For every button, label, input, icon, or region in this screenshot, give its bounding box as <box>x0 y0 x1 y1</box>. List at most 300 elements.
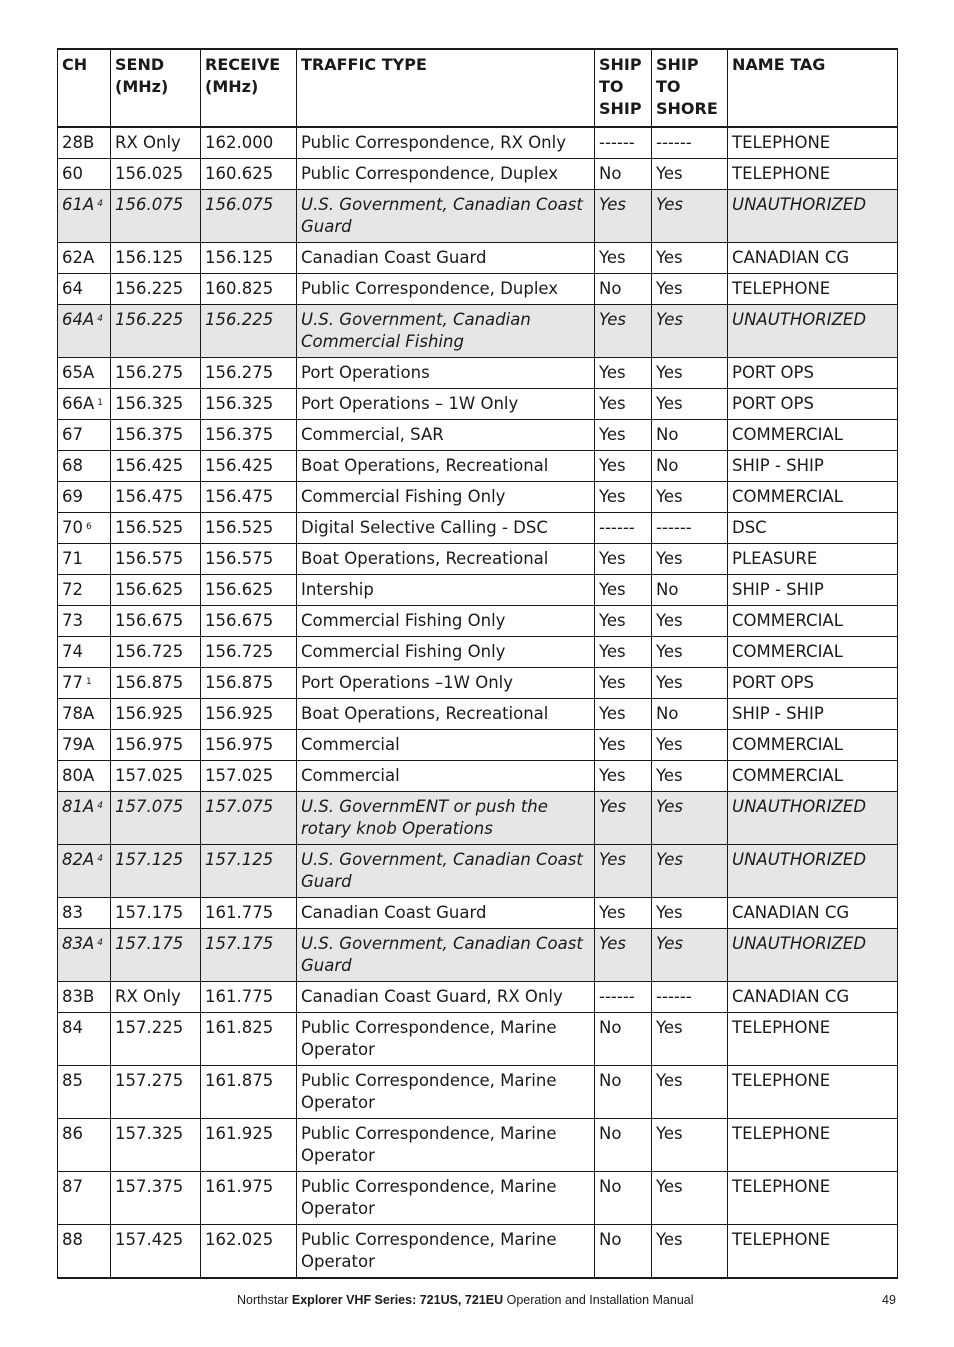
cell-traffic-type-text: Public Correspondence, Duplex <box>301 164 559 183</box>
cell-ship-to-shore <box>652 637 728 668</box>
cell-ship-to-ship-text: Yes <box>599 580 626 599</box>
cell-name-tag-text: UNAUTHORIZED <box>732 195 867 214</box>
cell-name-tag <box>728 482 898 513</box>
cell-ch-text: 85 <box>62 1071 83 1090</box>
cell-ship-to-shore <box>652 606 728 637</box>
cell-ch-text: 74 <box>62 642 83 661</box>
cell-traffic-type-text: Port Operations <box>301 363 430 382</box>
table-row <box>58 637 898 668</box>
table-row <box>58 1013 898 1066</box>
table-row <box>58 451 898 482</box>
cell-name-tag <box>728 127 898 159</box>
cell-ship-to-ship <box>595 699 652 730</box>
cell-name-tag-text: TELEPHONE <box>732 1071 831 1090</box>
cell-ship-to-shore <box>652 699 728 730</box>
cell-send <box>111 668 201 699</box>
cell-traffic-type-text: Port Operations – 1W Only <box>301 394 519 413</box>
cell-traffic-type-text: U.S. Government, Canadian Coast Guard <box>301 850 583 891</box>
cell-ch-text: 84 <box>62 1018 83 1037</box>
cell-traffic-type <box>297 127 595 159</box>
cell-name-tag-text: TELEPHONE <box>732 1018 831 1037</box>
cell-ship-to-shore <box>652 575 728 606</box>
cell-traffic-type <box>297 761 595 792</box>
cell-traffic-type-text: Canadian Coast Guard <box>301 248 487 267</box>
cell-ch <box>58 127 111 159</box>
cell-receive-text: 156.075 <box>205 195 274 214</box>
cell-name-tag <box>728 898 898 929</box>
cell-send-text: 156.025 <box>115 164 184 183</box>
cell-name-tag-text: CANADIAN CG <box>732 248 850 267</box>
cell-send-text: 156.475 <box>115 487 184 506</box>
cell-ch-text: 60 <box>62 164 83 183</box>
cell-ship-to-ship-text: Yes <box>599 934 627 953</box>
cell-ship-to-ship-text: No <box>599 164 622 183</box>
cell-ship-to-shore <box>652 1066 728 1119</box>
cell-ship-to-shore <box>652 668 728 699</box>
cell-ch <box>58 1119 111 1172</box>
cell-name-tag-text: TELEPHONE <box>732 1177 831 1196</box>
cell-ship-to-ship-text: ------ <box>599 133 635 152</box>
channel-table-container <box>57 48 897 1279</box>
cell-receive <box>201 761 297 792</box>
cell-ship-to-ship <box>595 929 652 982</box>
cell-name-tag-text: TELEPHONE <box>732 279 831 298</box>
table-row <box>58 420 898 451</box>
header-ship-to-ship: SHIP TO SHIP <box>595 49 652 127</box>
cell-ch <box>58 1013 111 1066</box>
cell-ship-to-shore <box>652 389 728 420</box>
table-row <box>58 358 898 389</box>
cell-name-tag <box>728 1066 898 1119</box>
cell-ship-to-shore <box>652 420 728 451</box>
cell-ch <box>58 1172 111 1225</box>
cell-name-tag <box>728 420 898 451</box>
table-row <box>58 606 898 637</box>
cell-ch-text: 61A <box>62 195 95 214</box>
cell-ship-to-ship <box>595 730 652 761</box>
table-row <box>58 544 898 575</box>
cell-send <box>111 451 201 482</box>
cell-receive <box>201 575 297 606</box>
cell-ch-text: 71 <box>62 549 83 568</box>
cell-ship-to-ship <box>595 1066 652 1119</box>
table-row <box>58 389 898 420</box>
cell-receive-text: 161.975 <box>205 1177 274 1196</box>
cell-ch-text: 64A <box>62 310 95 329</box>
cell-ch-text: 81A <box>62 797 95 816</box>
cell-ship-to-shore-text: Yes <box>656 1018 683 1037</box>
cell-ship-to-ship <box>595 1225 652 1279</box>
cell-receive <box>201 637 297 668</box>
channel-table <box>57 48 898 1279</box>
cell-name-tag-text: COMMERCIAL <box>732 766 843 785</box>
cell-ship-to-shore-text: Yes <box>656 1230 683 1249</box>
cell-name-tag-text: TELEPHONE <box>732 1230 831 1249</box>
cell-traffic-type <box>297 1013 595 1066</box>
cell-receive-text: 161.775 <box>205 987 274 1006</box>
cell-receive <box>201 513 297 544</box>
cell-ch <box>58 575 111 606</box>
cell-name-tag <box>728 668 898 699</box>
cell-ship-to-ship <box>595 243 652 274</box>
cell-ch-text: 83A <box>62 934 95 953</box>
cell-name-tag <box>728 1172 898 1225</box>
table-row <box>58 1172 898 1225</box>
cell-receive <box>201 730 297 761</box>
cell-ship-to-shore-text: No <box>656 425 679 444</box>
cell-ship-to-ship-text: No <box>599 1071 622 1090</box>
cell-ship-to-ship-text: No <box>599 279 622 298</box>
cell-ship-to-shore-text: Yes <box>656 850 684 869</box>
cell-ship-to-shore-text: Yes <box>656 487 683 506</box>
cell-receive <box>201 1013 297 1066</box>
cell-receive <box>201 1066 297 1119</box>
table-row <box>58 898 898 929</box>
cell-ship-to-shore-text: Yes <box>656 549 683 568</box>
cell-ship-to-ship-text: No <box>599 1018 622 1037</box>
table-row <box>58 1119 898 1172</box>
cell-send-text: 156.125 <box>115 248 184 267</box>
cell-ship-to-ship <box>595 792 652 845</box>
cell-ship-to-shore <box>652 1225 728 1279</box>
cell-name-tag <box>728 274 898 305</box>
cell-receive-text: 160.825 <box>205 279 274 298</box>
cell-ship-to-ship <box>595 1013 652 1066</box>
cell-ship-to-shore-text: Yes <box>656 735 683 754</box>
cell-ch-text: 77 <box>62 673 83 692</box>
cell-send <box>111 845 201 898</box>
cell-traffic-type-text: Public Correspondence, Marine Operator <box>301 1230 557 1271</box>
cell-ship-to-shore-text: Yes <box>656 934 684 953</box>
cell-ship-to-ship-text: Yes <box>599 425 626 444</box>
cell-traffic-type <box>297 159 595 190</box>
footer-suffix: Operation and Installation Manual <box>506 1293 694 1307</box>
cell-receive <box>201 898 297 929</box>
table-row <box>58 761 898 792</box>
cell-traffic-type-text: Public Correspondence, Marine Operator <box>301 1124 557 1165</box>
cell-receive-text: 156.575 <box>205 549 274 568</box>
cell-receive-text: 156.875 <box>205 673 274 692</box>
cell-send-text: 156.325 <box>115 394 184 413</box>
header-name-tag: NAME TAG <box>728 49 898 127</box>
cell-name-tag <box>728 544 898 575</box>
cell-ship-to-shore <box>652 127 728 159</box>
cell-traffic-type <box>297 544 595 575</box>
cell-receive-text: 162.025 <box>205 1230 274 1249</box>
cell-receive <box>201 482 297 513</box>
cell-receive-text: 156.975 <box>205 735 274 754</box>
cell-ship-to-shore-text: Yes <box>656 248 683 267</box>
cell-receive-text: 156.725 <box>205 642 274 661</box>
table-row <box>58 243 898 274</box>
cell-receive <box>201 420 297 451</box>
cell-send <box>111 575 201 606</box>
cell-send-text: 156.975 <box>115 735 184 754</box>
cell-send-text: 157.225 <box>115 1018 184 1037</box>
cell-name-tag <box>728 1225 898 1279</box>
cell-receive-text: 156.925 <box>205 704 274 723</box>
cell-send <box>111 1066 201 1119</box>
cell-ship-to-shore-text: Yes <box>656 164 683 183</box>
cell-ship-to-shore-text: Yes <box>656 394 683 413</box>
cell-ship-to-shore <box>652 358 728 389</box>
cell-send <box>111 1119 201 1172</box>
cell-ship-to-shore-text: No <box>656 456 679 475</box>
cell-traffic-type <box>297 358 595 389</box>
cell-traffic-type <box>297 792 595 845</box>
cell-traffic-type <box>297 420 595 451</box>
cell-ship-to-shore <box>652 898 728 929</box>
cell-send-text: 156.575 <box>115 549 184 568</box>
cell-receive-text: 160.625 <box>205 164 274 183</box>
cell-ship-to-shore-text: Yes <box>656 195 684 214</box>
cell-traffic-type-text: Commercial Fishing Only <box>301 642 506 661</box>
cell-ch <box>58 513 111 544</box>
cell-receive-text: 156.475 <box>205 487 274 506</box>
cell-traffic-type <box>297 730 595 761</box>
cell-ship-to-shore-text: No <box>656 704 679 723</box>
cell-ch-text: 70 <box>62 518 83 537</box>
table-row <box>58 699 898 730</box>
cell-ch <box>58 544 111 575</box>
cell-traffic-type-text: Canadian Coast Guard <box>301 903 487 922</box>
cell-name-tag-text: UNAUTHORIZED <box>732 934 867 953</box>
cell-receive-text: 157.125 <box>205 850 274 869</box>
cell-ship-to-shore <box>652 730 728 761</box>
cell-send <box>111 929 201 982</box>
cell-ch-text: 28B <box>62 133 95 152</box>
cell-receive-text: 157.075 <box>205 797 274 816</box>
table-row <box>58 190 898 243</box>
cell-ch <box>58 845 111 898</box>
cell-name-tag-text: COMMERCIAL <box>732 425 843 444</box>
cell-ship-to-ship-text: Yes <box>599 797 627 816</box>
cell-traffic-type <box>297 1172 595 1225</box>
cell-ch <box>58 1225 111 1279</box>
cell-send <box>111 761 201 792</box>
cell-name-tag <box>728 982 898 1013</box>
cell-ch <box>58 606 111 637</box>
table-row <box>58 792 898 845</box>
cell-receive <box>201 668 297 699</box>
cell-ch <box>58 358 111 389</box>
cell-name-tag <box>728 451 898 482</box>
cell-receive <box>201 1119 297 1172</box>
cell-send <box>111 982 201 1013</box>
cell-send-text: 157.025 <box>115 766 184 785</box>
cell-traffic-type <box>297 243 595 274</box>
cell-ch <box>58 898 111 929</box>
cell-ship-to-ship-text: Yes <box>599 310 627 329</box>
cell-ship-to-ship <box>595 389 652 420</box>
cell-receive-text: 161.875 <box>205 1071 274 1090</box>
cell-traffic-type <box>297 1225 595 1279</box>
cell-send-text: 156.675 <box>115 611 184 630</box>
cell-ch <box>58 730 111 761</box>
cell-send-text: 156.525 <box>115 518 184 537</box>
cell-ship-to-ship-text: No <box>599 1177 622 1196</box>
cell-receive-text: 161.775 <box>205 903 274 922</box>
cell-ship-to-ship <box>595 482 652 513</box>
cell-receive-text: 161.825 <box>205 1018 274 1037</box>
cell-ch <box>58 243 111 274</box>
cell-name-tag-text: TELEPHONE <box>732 1124 831 1143</box>
cell-ship-to-ship <box>595 420 652 451</box>
cell-traffic-type <box>297 668 595 699</box>
footer-brand: Northstar <box>237 1293 289 1307</box>
cell-receive <box>201 845 297 898</box>
cell-name-tag-text: UNAUTHORIZED <box>732 850 867 869</box>
cell-traffic-type <box>297 1119 595 1172</box>
cell-traffic-type <box>297 482 595 513</box>
cell-ship-to-ship-text: Yes <box>599 611 626 630</box>
header-send: SEND (MHz) <box>111 49 201 127</box>
cell-traffic-type-text: Public Correspondence, RX Only <box>301 133 566 152</box>
cell-name-tag <box>728 699 898 730</box>
cell-send <box>111 389 201 420</box>
cell-traffic-type <box>297 929 595 982</box>
cell-ship-to-shore-text: Yes <box>656 903 683 922</box>
cell-name-tag-text: PORT OPS <box>732 363 814 382</box>
cell-send-text: 157.425 <box>115 1230 184 1249</box>
cell-send <box>111 898 201 929</box>
cell-send <box>111 127 201 159</box>
cell-ch <box>58 637 111 668</box>
cell-ch-text: 78A <box>62 704 95 723</box>
cell-traffic-type-text: Port Operations –1W Only <box>301 673 514 692</box>
cell-send-text: 157.075 <box>115 797 184 816</box>
cell-name-tag-text: SHIP - SHIP <box>732 704 824 723</box>
cell-ch-text: 88 <box>62 1230 83 1249</box>
cell-traffic-type-text: Boat Operations, Recreational <box>301 456 549 475</box>
cell-name-tag-text: UNAUTHORIZED <box>732 797 867 816</box>
cell-ship-to-shore <box>652 274 728 305</box>
cell-send <box>111 544 201 575</box>
cell-send-text: 156.425 <box>115 456 184 475</box>
table-row <box>58 730 898 761</box>
cell-ship-to-ship <box>595 127 652 159</box>
cell-ch <box>58 482 111 513</box>
cell-receive <box>201 274 297 305</box>
cell-receive <box>201 389 297 420</box>
cell-ch-text: 83B <box>62 987 95 1006</box>
cell-ship-to-ship <box>595 513 652 544</box>
cell-send <box>111 482 201 513</box>
cell-traffic-type-text: U.S. GovernmENT or push the rotary knob Operations <box>301 797 548 838</box>
cell-receive-text: 156.675 <box>205 611 274 630</box>
cell-name-tag <box>728 929 898 982</box>
footnote-marker: 6 <box>86 522 92 532</box>
cell-ship-to-ship-text: Yes <box>599 704 626 723</box>
cell-receive <box>201 243 297 274</box>
cell-ship-to-shore-text: Yes <box>656 1071 683 1090</box>
cell-ship-to-shore <box>652 451 728 482</box>
cell-ship-to-shore <box>652 513 728 544</box>
table-row <box>58 159 898 190</box>
table-body <box>58 127 898 1278</box>
cell-name-tag <box>728 845 898 898</box>
cell-send-text: 156.225 <box>115 279 184 298</box>
cell-receive <box>201 1172 297 1225</box>
footnote-marker: 1 <box>97 398 104 408</box>
cell-ch-text: 86 <box>62 1124 83 1143</box>
header-receive: RECEIVE (MHz) <box>201 49 297 127</box>
cell-send <box>111 606 201 637</box>
cell-ship-to-shore <box>652 1172 728 1225</box>
table-row <box>58 982 898 1013</box>
cell-ship-to-shore-text: Yes <box>656 279 683 298</box>
cell-send-text: 157.125 <box>115 850 184 869</box>
cell-ship-to-shore-text: Yes <box>656 766 683 785</box>
cell-ship-to-ship <box>595 305 652 358</box>
cell-traffic-type <box>297 845 595 898</box>
cell-send-text: 156.725 <box>115 642 184 661</box>
cell-receive-text: 156.125 <box>205 248 274 267</box>
cell-receive <box>201 451 297 482</box>
cell-traffic-type <box>297 1066 595 1119</box>
cell-receive-text: 156.325 <box>205 394 274 413</box>
cell-ship-to-shore <box>652 190 728 243</box>
cell-ship-to-ship <box>595 637 652 668</box>
cell-ship-to-ship-text: Yes <box>599 487 626 506</box>
cell-ship-to-ship <box>595 451 652 482</box>
cell-ch <box>58 1066 111 1119</box>
cell-name-tag <box>728 358 898 389</box>
table-row <box>58 1225 898 1279</box>
cell-name-tag-text: CANADIAN CG <box>732 987 850 1006</box>
cell-name-tag <box>728 637 898 668</box>
cell-ch-text: 66A <box>62 394 95 413</box>
table-row <box>58 274 898 305</box>
cell-name-tag <box>728 190 898 243</box>
cell-receive-text: 156.375 <box>205 425 274 444</box>
cell-name-tag-text: PORT OPS <box>732 394 814 413</box>
cell-send <box>111 190 201 243</box>
cell-ship-to-ship-text: ------ <box>599 518 635 537</box>
cell-receive-text: 156.225 <box>205 310 274 329</box>
cell-ship-to-shore-text: ------ <box>656 987 692 1006</box>
cell-ch <box>58 929 111 982</box>
footnote-marker: 1 <box>86 677 92 687</box>
cell-traffic-type <box>297 190 595 243</box>
cell-name-tag-text: SHIP - SHIP <box>732 456 824 475</box>
header-traffic-type: TRAFFIC TYPE <box>297 49 595 127</box>
cell-ship-to-shore-text: Yes <box>656 310 684 329</box>
footnote-marker: 4 <box>97 938 104 948</box>
cell-receive-text: 156.425 <box>205 456 274 475</box>
cell-send <box>111 513 201 544</box>
cell-send <box>111 305 201 358</box>
cell-ship-to-ship <box>595 1119 652 1172</box>
cell-ship-to-ship <box>595 898 652 929</box>
cell-ship-to-ship-text: Yes <box>599 363 626 382</box>
table-row <box>58 482 898 513</box>
cell-receive <box>201 929 297 982</box>
cell-send-text: 156.275 <box>115 363 184 382</box>
cell-name-tag <box>728 305 898 358</box>
cell-traffic-type <box>297 898 595 929</box>
header-ch: CH <box>58 49 111 127</box>
cell-send <box>111 1225 201 1279</box>
cell-ship-to-ship-text: Yes <box>599 903 626 922</box>
cell-name-tag <box>728 792 898 845</box>
cell-send <box>111 1013 201 1066</box>
cell-receive-text: 157.175 <box>205 934 274 953</box>
cell-traffic-type-text: U.S. Government, Canadian Commercial Fishing <box>301 310 531 351</box>
cell-send <box>111 358 201 389</box>
cell-ship-to-shore-text: Yes <box>656 797 684 816</box>
cell-ship-to-shore <box>652 243 728 274</box>
